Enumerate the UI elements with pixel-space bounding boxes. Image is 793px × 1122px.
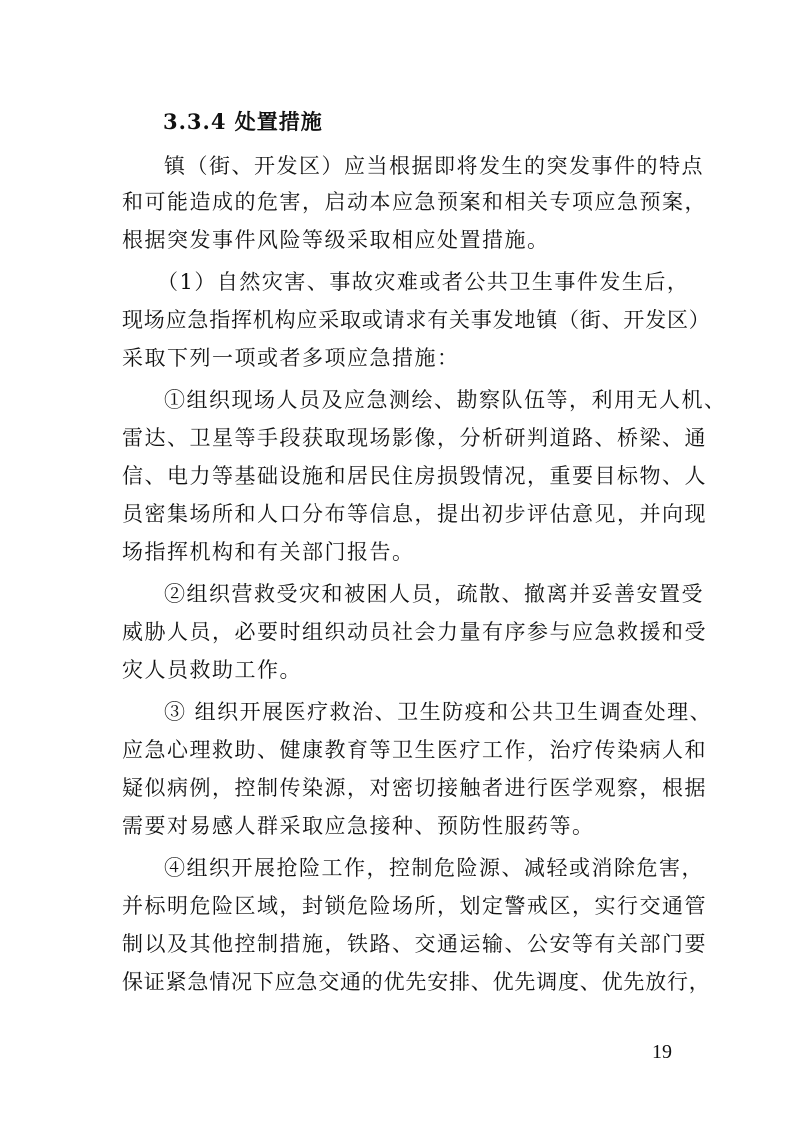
body-line: 雷达、卫星等手段获取现场影像，分析研判道路、桥梁、通: [122, 426, 707, 450]
body-line: 灾人员救助工作。: [122, 658, 302, 682]
body-line: 并标明危险区域，封锁危险场所，划定警戒区，实行交通管: [122, 894, 707, 918]
body-line: 需要对易感人群采取应急接种、预防性服药等。: [122, 814, 595, 838]
body-line: 制以及其他控制措施，铁路、交通运输、公安等有关部门要: [122, 932, 707, 956]
body-line: 镇（街、开发区）应当根据即将发生的突发事件的特点: [164, 154, 704, 178]
body-line: 应急心理救助、健康教育等卫生医疗工作，治疗传染病人和: [122, 738, 707, 762]
body-line: 根据突发事件风险等级采取相应处置措施。: [122, 228, 550, 252]
body-line: 保证紧急情况下应急交通的优先安排、优先调度、优先放行，: [122, 970, 711, 994]
body-line: ①组织现场人员及应急测绘、勘察队伍等，利用无人机、: [164, 388, 727, 412]
section-heading: 3.3.4 处置措施: [163, 109, 323, 134]
body-line: 现场应急指挥机构应采取或请求有关事发地镇（街、开发区）: [122, 308, 711, 332]
body-line: ④组织开展抢险工作，控制危险源、减轻或消除危害，: [164, 856, 704, 880]
body-line: 威胁人员，必要时组织动员社会力量有序参与应急救援和受: [122, 620, 707, 644]
body-line: ②组织营救受灾和被困人员，疏散、撤离并妥善安置受: [164, 582, 704, 606]
body-line: 疑似病例，控制传染源，对密切接触者进行医学观察，根据: [122, 776, 707, 800]
page-number: 19: [652, 1041, 672, 1063]
body-line: ③ 组织开展医疗救治、卫生防疫和公共卫生调查处理、: [164, 700, 713, 724]
body-line: 场指挥机构和有关部门报告。: [122, 540, 415, 564]
body-line: （1）自然灾害、事故灾难或者公共卫生事件发生后，: [157, 270, 690, 294]
body-line: 和可能造成的危害，启动本应急预案和相关专项应急预案，: [122, 190, 707, 214]
body-line: 信、电力等基础设施和居民住房损毁情况，重要目标物、人: [122, 464, 707, 488]
body-line: 员密集场所和人口分布等信息，提出初步评估意见，并向现: [122, 502, 707, 526]
body-line: 采取下列一项或者多项应急措施：: [122, 346, 460, 370]
